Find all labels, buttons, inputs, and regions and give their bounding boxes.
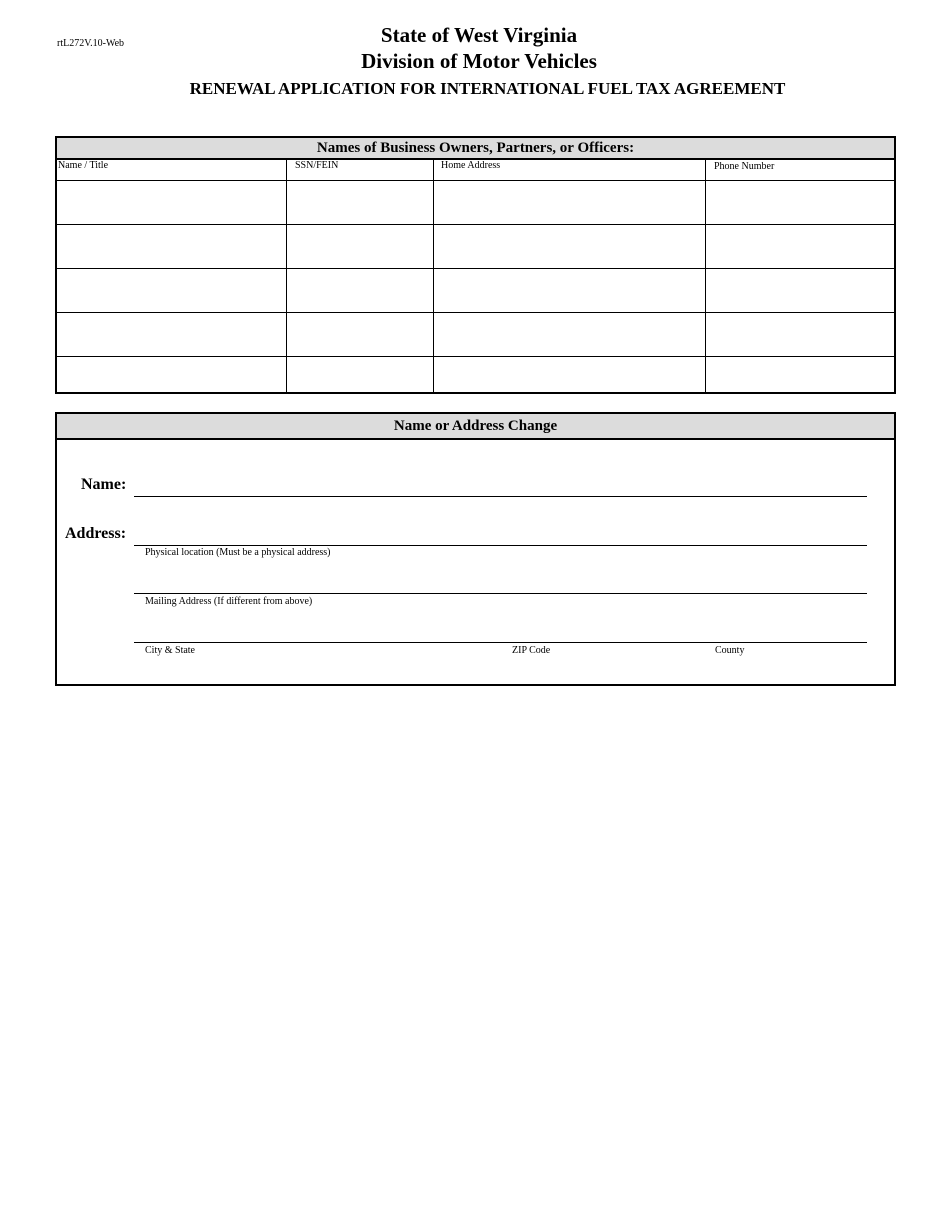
column-header-phone-number: Phone Number	[714, 161, 775, 172]
owner-home-address-cell[interactable]	[434, 225, 705, 267]
title-state: State of West Virginia	[380, 23, 578, 47]
name-address-change-section	[55, 412, 896, 686]
owner-ssn-fein-cell[interactable]	[287, 181, 433, 223]
city-state-zip-county-field[interactable]	[134, 620, 867, 643]
owner-home-address-cell[interactable]	[434, 181, 705, 223]
owner-home-address-cell[interactable]	[434, 357, 705, 392]
owner-phone-number-cell[interactable]	[706, 225, 894, 267]
address-label: Address:	[65, 525, 127, 542]
owners-table-heading: Names of Business Owners, Partners, or Officers:	[57, 138, 894, 160]
owner-ssn-fein-cell[interactable]	[287, 357, 433, 392]
physical-address-caption: Physical location (Must be a physical address)	[145, 547, 331, 558]
title-division: Division of Motor Vehicles	[361, 49, 597, 73]
owner-phone-number-cell[interactable]	[706, 357, 894, 392]
owner-name-title-cell[interactable]	[57, 357, 286, 392]
owner-name-title-cell[interactable]	[57, 269, 286, 311]
owners-table	[55, 136, 896, 394]
owner-name-title-cell[interactable]	[57, 181, 286, 223]
column-header-home-address: Home Address	[441, 160, 501, 171]
owner-phone-number-cell[interactable]	[706, 269, 894, 311]
name-field[interactable]	[134, 474, 867, 497]
column-header-name-title: Name / Title	[58, 160, 109, 171]
owner-name-title-cell[interactable]	[57, 313, 286, 355]
physical-address-field[interactable]	[134, 523, 867, 546]
owner-name-title-cell[interactable]	[57, 225, 286, 267]
owner-phone-number-cell[interactable]	[706, 181, 894, 223]
owner-phone-number-cell[interactable]	[706, 313, 894, 355]
form-code: rtL272V.10-Web	[57, 38, 125, 49]
county-caption: County	[715, 645, 745, 656]
mailing-address-caption: Mailing Address (If different from above)	[145, 596, 313, 607]
mailing-address-field[interactable]	[134, 571, 867, 594]
zip-code-caption: ZIP Code	[512, 645, 551, 656]
column-header-ssn-fein: SSN/FEIN	[295, 160, 339, 171]
name-label: Name:	[81, 476, 127, 493]
owner-home-address-cell[interactable]	[434, 269, 705, 311]
owner-home-address-cell[interactable]	[434, 313, 705, 355]
city-state-caption: City & State	[145, 645, 195, 656]
owner-ssn-fein-cell[interactable]	[287, 313, 433, 355]
owner-ssn-fein-cell[interactable]	[287, 269, 433, 311]
form-title: RENEWAL APPLICATION FOR INTERNATIONAL FUEL TAX AGREEMENT	[189, 79, 786, 98]
name-address-change-heading: Name or Address Change	[57, 414, 894, 440]
owner-ssn-fein-cell[interactable]	[287, 225, 433, 267]
